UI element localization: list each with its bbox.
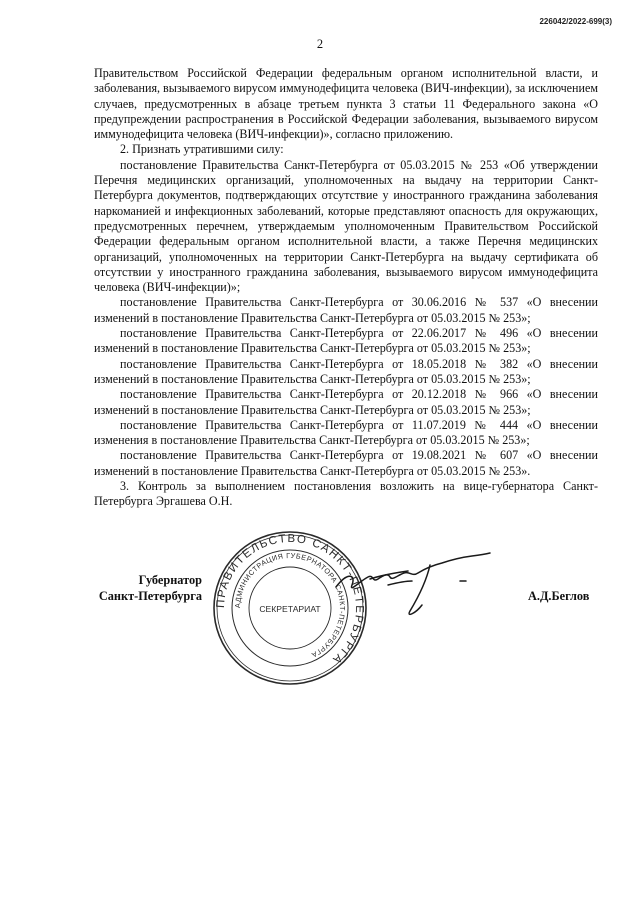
paragraph-repealed-382: постановление Правительства Санкт-Петербурга от 18.05.2018 № 382 «О внесении изменений в постановление Правительства Санкт-Петербурга от 05.03.2015 № 253»; [94,356,598,386]
paragraph-item-2: 2. Признать утратившими силу: [120,142,284,157]
paragraph-repealed-253: постановление Правительства Санкт-Петербурга от 05.03.2015 № 253 «Об утверждении Перечня медицинских организаций, уполномоченных на выдачу на территории Санкт-Петербурга документов, подтверждающих отсутствие у иностранного гражданина заболевания наркоманией и инфекционных заболеваний, которые представляют опасность для окружающих, предусмотренных перечнем, утверждаемым уполномоченным Правительством Российской Федерации федеральным органом исполнительной власти, а также Перечня медицинских организаций, уполномоченных на территории Санкт-Петербурга на выдачу сертификата об отсутствии у иностранного гражданина заболевания, вызываемого вирусом иммунодефицита человека (ВИЧ-инфекции)»; [94,157,598,295]
handwritten-signature [330,545,505,620]
stamp-center-text: СЕКРЕТАРИАТ [259,604,321,614]
signatory-position-line2: Санкт-Петербурга [98,589,202,603]
paragraph-item-3: 3. Контроль за выполнением постановления возложить на вице-губернатора Санкт-Петербурга Эргашева О.Н. [94,479,598,509]
signatory-position [84,572,202,604]
paragraph-repealed-966: постановление Правительства Санкт-Петербурга от 20.12.2018 № 966 «О внесении изменений в постановление Правительства Санкт-Петербурга от 05.03.2015 № 253»; [94,387,598,417]
signatory-name: А.Д.Беглов [528,589,590,603]
document-registration-number: 226042/2022-699(3) [539,17,612,26]
document-body [94,66,598,510]
signatory-position-line1: Губернатор [138,573,202,587]
stamp-inner-text: АДМИНИСТРАЦИЯ ГУБЕРНАТОРА САНКТ-ПЕТЕРБУРГА [232,550,348,660]
paragraph-repealed-444: постановление Правительства Санкт-Петербурга от 11.07.2019 № 444 «О внесении изменения в постановление Правительства Санкт-Петербурга от 05.03.2015 № 253»; [94,417,598,448]
paragraph-repealed-607: постановление Правительства Санкт-Петербурга от 19.08.2021 № 607 «О внесении изменений в постановление Правительства Санкт-Петербурга от 05.03.2015 № 253». [94,448,598,478]
paragraph-continuation: Правительством Российской Федерации федеральным органом исполнительной власти, и заболевания, вызываемого вирусом иммунодефицита человека (ВИЧ-инфекции), за исключением случаев, предусмотренных в абзаце третьем пункта 3 статьи 11 Федерального закона «О предупреждении распространения в Российской Федерации заболевания, вызываемого вирусом иммунодефицита человека (ВИЧ-инфекции)», согласно приложению. [94,66,598,142]
page-number: 2 [316,37,324,51]
paragraph-repealed-496: постановление Правительства Санкт-Петербурга от 22.06.2017 № 496 «О внесении изменений в постановление Правительства Санкт-Петербурга от 05.03.2015 № 253»; [94,326,598,356]
stamp-outer-text: ПРАВИТЕЛЬСТВО САНКТ-ПЕТЕРБУРГА [214,532,366,667]
paragraph-repealed-537: постановление Правительства Санкт-Петербурга от 30.06.2016 № 537 «О внесении изменений в постановление Правительства Санкт-Петербурга от 05.03.2015 № 253»; [94,295,598,325]
